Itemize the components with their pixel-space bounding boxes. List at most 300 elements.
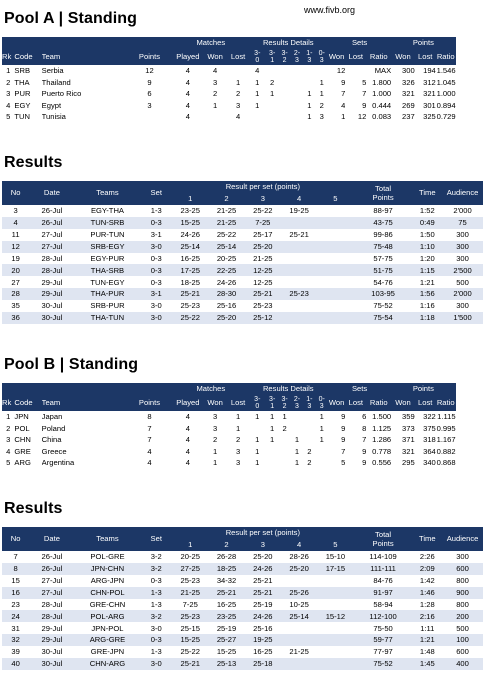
set1-cell: 15-25	[180, 635, 200, 645]
audience-cell: 300	[456, 301, 469, 311]
header-result-top: 0-	[318, 50, 325, 57]
set4-cell	[281, 622, 317, 634]
header-result-top: 3-	[281, 396, 288, 403]
header-lost: Lost	[230, 52, 246, 62]
played-cell: 4	[185, 458, 191, 467]
team-cell: China	[41, 435, 62, 444]
set1-cell: 25-23	[180, 301, 200, 311]
date-cell: 26-Jul	[41, 206, 63, 216]
set1-cell: 25-22	[180, 313, 200, 323]
header-date: Date	[43, 534, 60, 544]
header-points: Points	[138, 398, 161, 408]
set2-cell: 25-19	[216, 623, 237, 633]
set-cell: 1-3	[150, 599, 162, 609]
teams-cell: TUN-EGY	[90, 277, 125, 287]
header-won: Won	[207, 398, 223, 408]
sets-ratio-cell: 1.125	[372, 423, 392, 433]
set3-cell: 12-25	[253, 265, 273, 275]
sets-won-cell: 1	[341, 112, 346, 121]
set3-cell: 25-20	[253, 241, 273, 251]
pool-b-standing-table	[2, 383, 483, 469]
res-3-2-cell	[278, 111, 290, 123]
res-3-0-cell: 1	[255, 100, 260, 110]
set4-cell	[281, 241, 317, 253]
points-lost-cell: 375	[423, 423, 436, 433]
header-result-r13	[303, 395, 315, 411]
total-points-cell: 75-48	[373, 241, 393, 251]
points-won-cell: 300	[402, 66, 415, 75]
points-won-cell: 373	[402, 423, 415, 433]
total-points-cell: 75-54	[373, 313, 393, 323]
set5-cell	[317, 646, 353, 658]
set-cell: 1-3	[150, 587, 162, 597]
set3-cell: 25-19	[253, 599, 273, 609]
set-cell: 0-3	[150, 265, 162, 275]
code-cell: PUR	[14, 89, 31, 98]
points-lost-cell: 325	[423, 112, 436, 121]
header-result-per-set: Result per set (points)	[225, 182, 300, 192]
lost-cell: 3	[235, 458, 241, 467]
time-cell: 1:52	[419, 206, 435, 216]
set5-cell	[317, 229, 353, 241]
sets-won-cell: 7	[341, 446, 346, 456]
set3-cell: 25-20	[253, 552, 273, 562]
points-lost-cell: 340	[423, 458, 436, 467]
won-cell: 4	[213, 66, 218, 75]
header-lost: Lost	[230, 398, 246, 408]
set5-cell	[317, 241, 353, 253]
teams-cell: POL-ARG	[90, 611, 125, 621]
header-date: Date	[43, 188, 60, 198]
time-cell: 1:45	[419, 659, 435, 669]
result-row	[2, 587, 483, 599]
audience-cell: 200	[456, 611, 469, 621]
header-won: Won	[207, 52, 223, 62]
played-cell: 4	[185, 77, 191, 87]
result-row	[2, 229, 483, 241]
teams-cell: POL-GRE	[90, 552, 125, 562]
total-points-cell: 103-95	[371, 289, 395, 299]
lost-cell: 3	[235, 446, 241, 456]
won-cell: 1	[213, 100, 218, 110]
team-cell: Greece	[41, 446, 67, 456]
res-3-0-cell: 4	[255, 66, 260, 75]
result-row	[2, 241, 483, 253]
match-no-cell: 15	[11, 575, 20, 585]
audience-cell: 600	[456, 564, 469, 574]
res-3-1-cell: 1	[270, 89, 275, 98]
code-cell: TUN	[14, 112, 30, 121]
date-cell: 30-Jul	[41, 313, 63, 323]
set3-cell: 19-25	[253, 635, 273, 645]
team-cell: Tunisia	[41, 112, 66, 121]
points-won-cell: 269	[402, 100, 415, 110]
header-result-top: 3-	[269, 50, 276, 57]
team-cell: Serbia	[41, 66, 64, 75]
result-row	[2, 217, 483, 229]
audience-cell: 300	[456, 241, 469, 251]
set5-cell: 15-10	[325, 552, 346, 562]
time-cell: 1:21	[419, 635, 435, 645]
set3-cell: 7-25	[255, 218, 271, 228]
sets-ratio-cell: 1.800	[372, 77, 392, 87]
set5-cell	[317, 658, 353, 670]
match-no-cell: 4	[13, 218, 18, 228]
header-result-top: 0-	[318, 396, 325, 403]
time-cell: 2:16	[419, 611, 435, 621]
set-cell: 1-3	[150, 647, 162, 657]
header-result-bottom: 2	[282, 57, 287, 64]
teams-cell: GRE-JPN	[90, 647, 125, 657]
played-cell: 4	[185, 112, 191, 121]
code-cell: JPN	[14, 412, 29, 421]
set5-cell	[317, 312, 353, 324]
points-lost-cell: 301	[423, 100, 436, 110]
code-cell: POL	[14, 423, 30, 433]
points-ratio-cell: 1.546	[436, 66, 456, 75]
set3-cell: 12-25	[253, 277, 273, 287]
match-no-cell: 16	[11, 587, 20, 597]
set2-cell: 21-25	[216, 206, 237, 216]
set3-cell: 25-16	[253, 623, 273, 633]
total-points-cell: 91-97	[373, 587, 393, 597]
teams-cell: EGY-THA	[90, 206, 124, 216]
header-matches-group: Matches	[196, 384, 226, 394]
set5-cell	[317, 276, 353, 288]
set-cell: 3-0	[150, 623, 162, 633]
team-cell: Egypt	[41, 100, 62, 110]
set1-cell: 27-25	[180, 564, 200, 574]
sets-ratio-cell: 0.778	[372, 446, 392, 456]
set1-cell: 25-21	[180, 289, 200, 299]
audience-cell: 300	[456, 253, 469, 263]
points-cell: 8	[147, 412, 152, 421]
result-row	[2, 312, 483, 324]
set4-cell: 28-26	[289, 552, 309, 562]
set2-cell: 34-32	[216, 575, 237, 585]
header-points-lost: Lost	[418, 52, 433, 62]
points-cell	[126, 111, 173, 123]
time-cell: 1:18	[419, 313, 435, 323]
res-3-0-cell: 1	[255, 89, 260, 98]
header-result-top: 3-	[254, 50, 261, 57]
set1-cell: 25-14	[180, 241, 200, 251]
time-cell: 2:26	[419, 552, 435, 562]
set3-cell: 25-21	[253, 587, 273, 597]
set4-cell	[281, 658, 317, 670]
points-lost-cell: 318	[423, 435, 436, 444]
teams-cell: GRE-CHN	[89, 599, 126, 609]
standing-header-group-row	[2, 37, 483, 49]
header-result-bottom: 0	[255, 403, 260, 410]
points-won-cell: 295	[402, 458, 415, 467]
audience-cell: 800	[456, 599, 469, 609]
header-set-s4: 4	[296, 540, 302, 550]
team-cell: Argentina	[41, 458, 75, 467]
code-cell: CHN	[14, 435, 31, 444]
audience-cell: 2'500	[453, 265, 472, 275]
res-3-1-cell	[266, 457, 278, 469]
points-ratio-cell: 0.729	[436, 112, 456, 121]
header-result-top: 1-	[306, 396, 313, 403]
header-set: Set	[150, 188, 162, 198]
match-no-cell: 20	[11, 265, 20, 275]
teams-cell: JPN-CHN	[90, 564, 125, 574]
header-result-r31	[266, 49, 278, 65]
res-0-3-cell: 1	[319, 89, 324, 98]
res-0-3-cell: 1	[319, 423, 324, 433]
res-3-1-cell: 1	[270, 435, 275, 444]
res-2-3-cell: 1	[294, 446, 300, 456]
set5-cell	[317, 264, 353, 276]
header-result-r32	[278, 49, 290, 65]
set4-cell: 25-21	[289, 229, 309, 239]
header-total: Total	[375, 529, 392, 539]
result-row	[2, 205, 483, 217]
rank-cell: 4	[6, 100, 11, 110]
header-sets-group: Sets	[351, 38, 368, 48]
res-3-0-cell: 1	[255, 412, 260, 421]
res-3-0-cell: 1	[255, 458, 260, 467]
lost-cell	[228, 65, 249, 77]
date-cell: 27-Jul	[41, 575, 63, 585]
set3-cell: 25-18	[253, 659, 273, 669]
header-no: No	[10, 534, 21, 544]
points-cell: 4	[147, 446, 152, 456]
time-cell: 1:15	[419, 265, 435, 275]
set2-cell: 25-14	[216, 241, 237, 251]
site-url[interactable]: www.fivb.org	[304, 5, 356, 15]
header-result-bottom: 3	[307, 403, 312, 410]
header-result-bottom: 0	[255, 57, 260, 64]
header-result-r23	[291, 395, 303, 411]
set4-cell: 25-20	[289, 564, 309, 574]
code-cell: GRE	[14, 446, 31, 456]
result-row	[2, 551, 483, 563]
set4-cell	[281, 276, 317, 288]
set-cell: 3-0	[150, 313, 162, 323]
res-0-3-cell	[316, 457, 328, 469]
header-points-ratio: Ratio	[436, 52, 455, 62]
rank-cell: 4	[6, 446, 11, 456]
points-won-cell: 371	[402, 435, 415, 444]
points-won-cell: 237	[402, 112, 415, 121]
set1-cell: 25-23	[180, 575, 200, 585]
points-ratio-cell: 1.167	[436, 435, 456, 444]
res-2-3-cell	[291, 88, 303, 100]
standing-header-row	[2, 49, 483, 65]
header-result-r32	[278, 395, 290, 411]
header-result-r03	[316, 49, 328, 65]
points-ratio-cell: 0.868	[436, 458, 456, 467]
set-cell: 3-2	[150, 552, 162, 562]
set4-cell: 10-25	[289, 599, 309, 609]
res-3-0-cell	[249, 423, 266, 435]
pool-b-results-table	[2, 527, 483, 670]
set-cell: 0-3	[150, 635, 162, 645]
header-spacer	[2, 37, 173, 49]
points-won-cell: 326	[402, 77, 415, 87]
set3-cell: 16-25	[253, 647, 273, 657]
time-cell: 1:46	[419, 587, 435, 597]
sets-ratio-cell: 0.083	[372, 112, 392, 121]
res-3-2-cell	[278, 100, 290, 112]
set1-cell: 7-25	[182, 599, 198, 609]
sets-won-cell: 9	[341, 77, 346, 87]
set4-cell: 25-14	[289, 611, 309, 621]
total-points-cell: 57-75	[373, 253, 393, 263]
code-cell: ARG	[14, 458, 31, 467]
match-no-cell: 27	[11, 277, 20, 287]
set4-cell	[281, 575, 317, 587]
header-sets-group: Sets	[351, 384, 368, 394]
header-results-details-group: Results Details	[262, 38, 314, 48]
date-cell: 29-Jul	[41, 277, 63, 287]
header-matches-group: Matches	[196, 38, 226, 48]
res-0-3-cell	[316, 446, 328, 458]
points-cell: 6	[147, 89, 152, 98]
total-points-cell: 88-97	[373, 206, 393, 216]
played-cell: 4	[185, 446, 191, 456]
match-no-cell: 32	[11, 635, 20, 645]
total-points-cell: 99-86	[373, 229, 393, 239]
header-total-points: Points	[372, 193, 394, 202]
lost-cell: 1	[235, 423, 241, 433]
pool-a-results-title: Results	[4, 154, 63, 171]
date-cell: 30-Jul	[41, 659, 63, 669]
header-set-s1: 1	[188, 194, 193, 204]
standing-row	[2, 411, 483, 423]
won-cell: 2	[213, 89, 218, 98]
sets-lost-cell: 7	[362, 89, 367, 98]
res-0-3-cell: 1	[319, 412, 324, 421]
time-cell: 1:20	[419, 253, 435, 263]
res-3-2-cell: 1	[282, 412, 287, 421]
header-result-r31	[266, 395, 278, 411]
sets-lost-cell: 9	[362, 100, 367, 110]
match-no-cell: 12	[11, 241, 20, 251]
team-cell: Puerto Rico	[41, 89, 82, 98]
sets-won-cell: 9	[341, 435, 346, 444]
set5-cell	[317, 575, 353, 587]
won-cell: 3	[213, 77, 218, 87]
date-cell: 29-Jul	[41, 635, 63, 645]
teams-cell: TUN-SRB	[90, 218, 125, 228]
set2-cell: 23-25	[216, 611, 237, 621]
header-result-bottom: 3	[294, 403, 299, 410]
teams-cell: SRB-PUR	[90, 301, 125, 311]
set2-cell: 26-28	[216, 552, 237, 562]
date-cell: 28-Jul	[41, 253, 63, 263]
audience-cell: 900	[456, 587, 469, 597]
won-cell: 1	[213, 446, 218, 456]
played-cell: 4	[185, 435, 191, 444]
header-spacer	[2, 383, 173, 395]
set-cell: 1-3	[150, 206, 162, 216]
sets-lost-cell: 8	[362, 423, 367, 433]
res-2-3-cell	[291, 77, 303, 89]
rank-cell: 3	[6, 89, 11, 98]
code-cell: EGY	[14, 100, 31, 110]
set-cell: 3-1	[150, 229, 162, 239]
audience-cell: 400	[456, 659, 469, 669]
header-result-top: 2-	[293, 396, 301, 403]
res-3-0-cell: 1	[255, 435, 260, 444]
set-cell: 3-0	[150, 301, 162, 311]
res-3-1-cell: 1	[270, 412, 275, 421]
set-cell: 0-3	[150, 253, 162, 263]
sets-won-cell: 12	[336, 66, 346, 75]
set3-cell: 21-25	[253, 253, 273, 263]
header-set-s4: 4	[296, 194, 302, 204]
played-cell: 4	[185, 423, 191, 433]
header-result-r13	[303, 49, 315, 65]
res-3-2-cell	[278, 434, 290, 446]
set1-cell: 20-25	[180, 552, 200, 562]
teams-cell: ARG-JPN	[90, 575, 125, 585]
points-ratio-cell: 0.882	[436, 446, 456, 456]
set-cell: 3-0	[150, 241, 162, 251]
set2-cell: 22-25	[216, 265, 237, 275]
lost-cell: 1	[235, 77, 241, 87]
set1-cell: 15-25	[180, 218, 200, 228]
set3-cell: 25-23	[253, 301, 273, 311]
total-points-cell: 51-75	[373, 265, 393, 275]
date-cell: 27-Jul	[41, 587, 63, 597]
points-ratio-cell: 0.995	[436, 423, 456, 433]
date-cell: 29-Jul	[41, 623, 63, 633]
set1-cell: 25-21	[180, 659, 200, 669]
res-3-0-cell: 1	[255, 446, 260, 456]
match-no-cell: 3	[13, 206, 18, 216]
set1-cell: 18-25	[180, 277, 200, 287]
set1-cell: 24-26	[180, 229, 200, 239]
res-2-3-cell	[291, 111, 303, 123]
result-row	[2, 599, 483, 611]
sets-lost-cell: 12	[357, 112, 367, 121]
team-cell: Poland	[41, 423, 66, 433]
sets-won-cell: 9	[341, 412, 346, 421]
set4-cell: 25-23	[289, 289, 309, 299]
sets-lost-cell: 9	[362, 458, 367, 467]
header-result-bottom: 1	[270, 403, 275, 410]
time-cell: 1:56	[419, 289, 435, 299]
result-row	[2, 575, 483, 587]
header-set: Set	[150, 534, 162, 544]
set3-cell: 25-21	[253, 575, 273, 585]
set2-cell: 25-16	[216, 301, 237, 311]
header-result-top: 3-	[254, 396, 261, 403]
res-3-2-cell	[278, 88, 290, 100]
header-time: Time	[419, 534, 436, 544]
teams-cell: CHN-POL	[90, 587, 125, 597]
total-points-cell: 75-52	[373, 301, 393, 311]
pool-a-standing-title: Pool A | Standing	[4, 10, 137, 27]
header-result-r30	[249, 49, 266, 65]
header-teams: Teams	[96, 534, 119, 544]
set2-cell: 28-30	[216, 289, 237, 299]
set2-cell: 20-25	[216, 253, 237, 263]
set4-cell: 21-25	[289, 647, 309, 657]
points-ratio-cell: 1.045	[436, 77, 456, 87]
header-set-s3: 3	[260, 194, 265, 204]
header-result-top: 3-	[269, 396, 276, 403]
set2-cell: 21-25	[216, 218, 237, 228]
result-row	[2, 634, 483, 646]
code-cell: THA	[14, 77, 30, 87]
points-cell: 7	[147, 435, 152, 444]
set5-cell	[317, 300, 353, 312]
